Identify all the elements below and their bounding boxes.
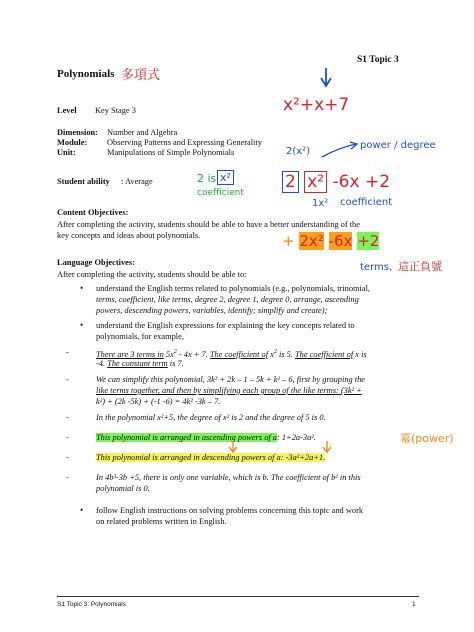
bullet-1-line-2: terms, coefficient, like terms, degree 2, degree 1, degree 0, arrange, ascending [96, 295, 359, 304]
content-line-2: key concepts and ideas about polynomials. [57, 231, 201, 240]
ability-label: Student ability [57, 177, 110, 186]
bullet-2-line-1: understand the English expressions for explaining the key concepts related to [96, 321, 355, 330]
plus-sign: + [282, 232, 295, 250]
power-degree-annotation: power / degree [360, 140, 436, 151]
example-2-line-1: We can simplify this polynomial, 3k² + 2k – 1 – 5k + k² – 6, first by grouping the [96, 375, 366, 384]
arrow-down-icon [226, 440, 240, 454]
x2-boxed-annotation: x² [217, 170, 234, 185]
terms-annotation: terms, [360, 262, 393, 273]
example-2-line-2: like terms together, and then by simplifying each group of the like terms: (3k² + [96, 386, 362, 395]
dash-marker: - [66, 348, 69, 357]
handwritten-expression-2 [282, 172, 390, 192]
level-value: Key Stage 3 [95, 106, 136, 115]
page-number: 1 [412, 601, 416, 608]
power-note-annotation: 冪(power) [400, 432, 454, 445]
term-2: -6x [328, 232, 353, 250]
dash-marker: - [66, 473, 69, 482]
arrow-right-icon [320, 140, 360, 160]
example-4: This polynomial is arranged in ascending powers of a: 1+2a-3a². [96, 433, 316, 442]
handwritten-expression-3 [282, 232, 379, 250]
chinese-terms-annotation: 這正負號 [398, 260, 442, 273]
handwritten-2x2: 2(x²) [286, 146, 311, 157]
dash-marker: - [66, 453, 69, 462]
example-1-line-2: -4. The constant term is 7. [96, 359, 184, 368]
language-intro: After completing the activity, students should be able to: [57, 270, 247, 279]
two-is-annotation: 2 is [197, 172, 217, 185]
dash-marker: - [66, 433, 69, 442]
module-value: Observing Patterns and Expressing Generality [107, 138, 262, 147]
expression-rest: -6x +2 [332, 172, 391, 192]
coefficient-box: 2 [282, 171, 299, 193]
bullet-1-line-1: understand the English terms related to polynomials (e.g., polynomials, trinomial, [96, 284, 370, 293]
page-title: Polynomials [57, 68, 115, 80]
example-6-line-1: In 4b³-3b +5, there is only one variable, which is b. The coefficient of b² in this [96, 473, 361, 482]
arrow-down-icon [318, 66, 334, 90]
footer-divider [57, 596, 419, 597]
coefficient-annotation-1: coefficient [197, 188, 244, 198]
example-6-line-2: polynomial is 0. [96, 484, 150, 493]
unit-label: Unit: [57, 148, 76, 157]
dash-marker: - [66, 413, 69, 422]
topic-label: S1 Topic 3 [357, 55, 399, 65]
chinese-title-annotation: 多項式 [121, 68, 161, 83]
content-line-1: After completing the activity, students should be able to have a better understanding of the [57, 220, 360, 229]
dimension-label: Dimension: [57, 128, 98, 137]
language-objectives-heading: Language Objectives: [57, 258, 135, 267]
bullet-3-line-2: on related problems written in English. [96, 517, 227, 526]
level-label: Level [57, 106, 77, 115]
term-1: 2x² [299, 232, 324, 250]
bullet-1-line-3: powers, descending powers, variables, identify; simplify and create); [96, 306, 328, 315]
power-box: x² [304, 171, 327, 193]
example-3: In the polynomial x²+5, the degree of x² is 2 and the degree of 5 is 0. [96, 413, 326, 422]
module-label: Module: [57, 138, 88, 147]
example-2-line-3: k²) + (2k -5k) + (-1 -6) = 4k² -3k – 7. [96, 397, 221, 406]
arrow-down-icon [320, 440, 334, 454]
one-x2-annotation: 1x² [312, 198, 329, 209]
example-5: This polynomial is arranged in descending powers of a: -3a²+2a+1. [96, 453, 326, 462]
term-3: +2 [357, 232, 380, 250]
example-1-line-1: There are 3 terms in $5x^2 - 4x + 7$. The coefficient of $x^2$ is 5. The coefficient of x is [96, 349, 367, 359]
coefficient-annotation-2: coefficient [340, 197, 393, 208]
bullet-3-line-1: follow English instructions on solving problems concerning this topic and work [96, 506, 364, 515]
ability-value: : Average [121, 177, 153, 186]
handwritten-expression-1: x²+x+7 [283, 95, 350, 115]
bullet-icon: • [80, 283, 84, 293]
content-objectives-heading: Content Objectives: [57, 208, 129, 217]
bullet-2-line-2: polynomials, for example, [96, 332, 184, 341]
unit-value: Manipulations of Simple Polynomials [107, 148, 235, 157]
dash-marker: - [66, 375, 69, 384]
bullet-icon: • [80, 320, 84, 330]
bullet-icon: • [80, 505, 84, 515]
footer-left: S1 Topic 3: Polynomials [57, 601, 126, 608]
dimension-value: Number and Algebra [107, 128, 178, 137]
